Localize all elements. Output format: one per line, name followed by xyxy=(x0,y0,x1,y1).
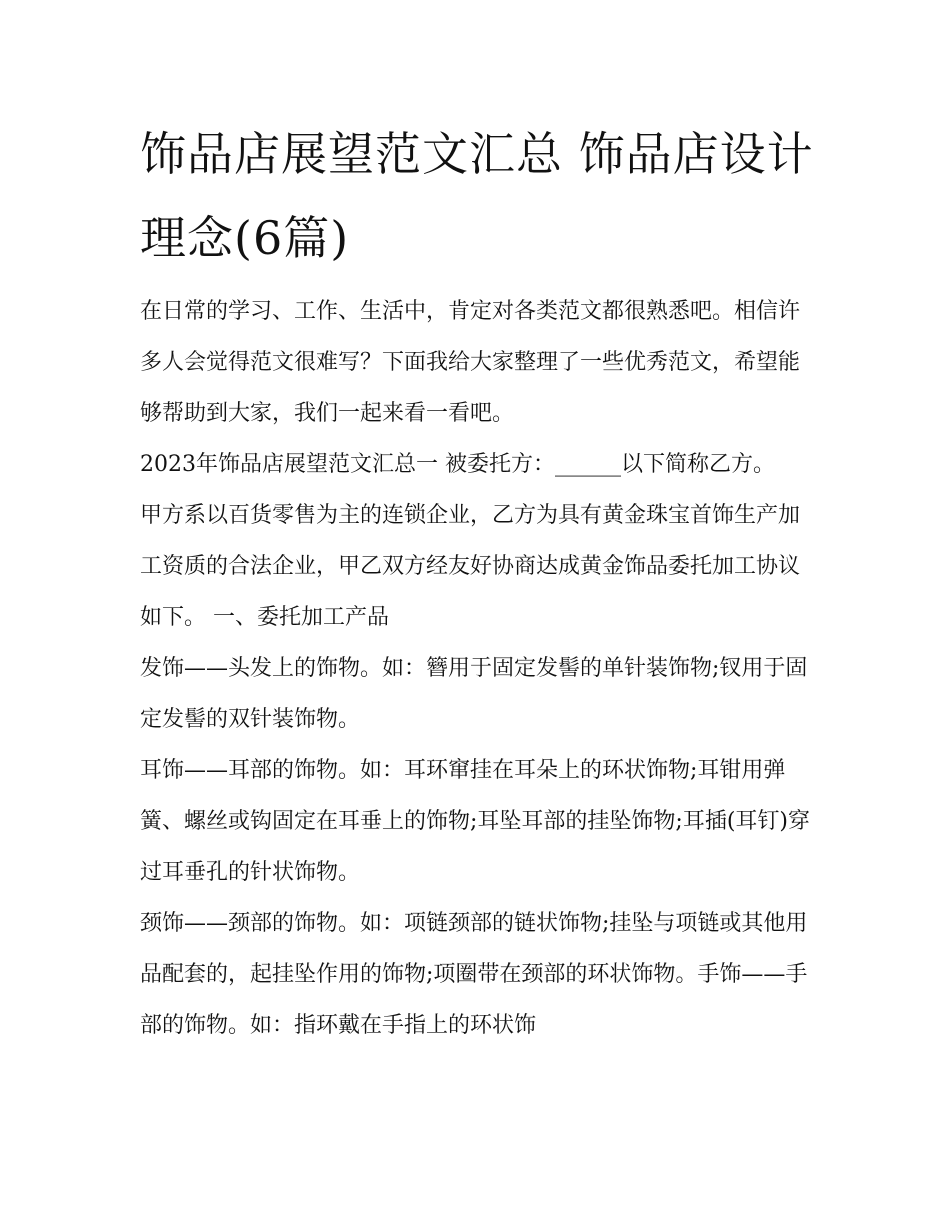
paragraph-party-description: 甲方系以百货零售为主的连锁企业，乙方为具有黄金珠宝首饰生产加工资质的合法企业，甲乙双方经友好协商达成黄金饰品委托加工协议如下。 一、委托加工产品 xyxy=(140,503,801,630)
paragraph-ear-ornaments: 耳饰——耳部的饰物。如：耳环窜挂在耳朵上的环状饰物;耳钳用弹簧、螺丝或钩固定在耳垂上的饰物;耳坠耳部的挂坠饰物;耳插(耳钉)穿过耳垂孔的针状饰物。 xyxy=(140,758,810,885)
paragraph-contract-party: 2023年饰品店展望范文汇总一 被委托方：______以下简称乙方。 xyxy=(140,452,775,477)
document-page xyxy=(140,112,820,1051)
paragraph-intro: 在日常的学习、工作、生活中，肯定对各类范文都很熟悉吧。相信许多人会觉得范文很难写？下面我给大家整理了一些优秀范文，希望能够帮助到大家，我们一起来看一看吧。 xyxy=(140,299,801,426)
paragraph-hair-ornaments: 发饰——头发上的饰物。如：簪用于固定发髻的单针装饰物;钗用于固定发髻的双针装饰物。 xyxy=(140,656,808,732)
paragraph-neck-ornaments: 颈饰——颈部的饰物。如：项链颈部的链状饰物;挂坠与项链或其他用品配套的，起挂坠作用的饰物;项圈带在颈部的环状饰物。手饰——手部的饰物。如：指环戴在手指上的环状饰 xyxy=(140,911,808,1038)
document-title: 饰品店展望范文汇总 饰品店设计理念(6篇) xyxy=(140,127,814,265)
